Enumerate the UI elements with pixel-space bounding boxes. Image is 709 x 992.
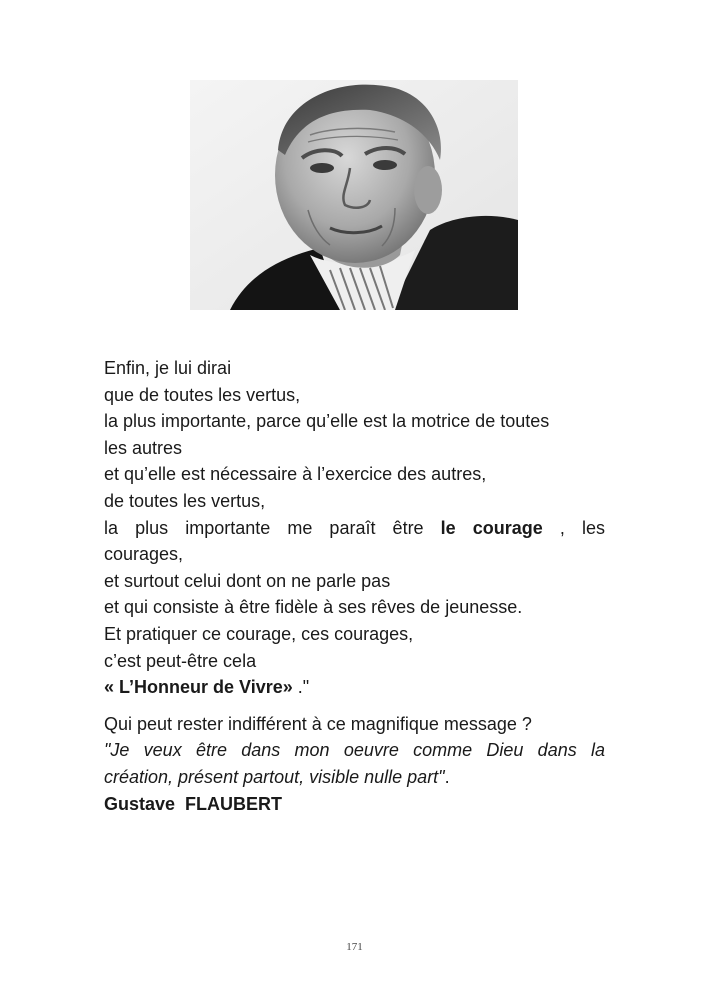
poem-line: les autres — [104, 437, 183, 458]
paragraph-spacer — [104, 701, 605, 711]
quote-period: . — [444, 766, 450, 787]
page-number: 171 — [346, 941, 363, 953]
quote-segment: création, présent partout, visible nulle part" — [104, 766, 445, 787]
poem-line: de toutes les vertus, — [104, 490, 266, 511]
quote-line-end — [104, 764, 605, 791]
emphasis-title: « L’Honneur de Vivre» — [104, 677, 293, 698]
poem-line-courage — [104, 515, 605, 542]
poem-text-segment: la plus importante me paraît être — [104, 517, 441, 538]
poem-text — [104, 355, 605, 817]
poem-line: et surtout celui dont on ne parle pas — [104, 570, 391, 591]
poem-line: courages, — [104, 544, 184, 565]
poem-text-segment: ." — [292, 677, 310, 698]
commentary-question: Qui peut rester indifférent à ce magnifique message ? — [104, 713, 532, 734]
quote-author: Gustave FLAUBERT — [104, 793, 283, 814]
poem-line: Et pratiquer ce courage, ces courages, — [104, 623, 414, 644]
poem-line: et qu’elle est nécessaire à l’exercice des autres, — [104, 464, 487, 485]
poem-line: que de toutes les vertus, — [104, 384, 301, 405]
poem-line: c’est peut-être cela — [104, 650, 257, 671]
portrait-photo — [190, 80, 518, 310]
poem-text-segment: , les — [542, 517, 605, 538]
quote-line: "Je veux être dans mon oeuvre comme Dieu dans la — [104, 740, 605, 761]
poem-line: Enfin, je lui dirai — [104, 358, 232, 378]
poem-line: la plus importante, parce qu’elle est la motrice de toutes — [104, 411, 550, 432]
emphasis-courage: le courage — [440, 517, 543, 538]
poem-line-title — [104, 674, 605, 701]
poem-line: et qui consiste à être fidèle à ses rêves de jeunesse. — [104, 597, 523, 618]
